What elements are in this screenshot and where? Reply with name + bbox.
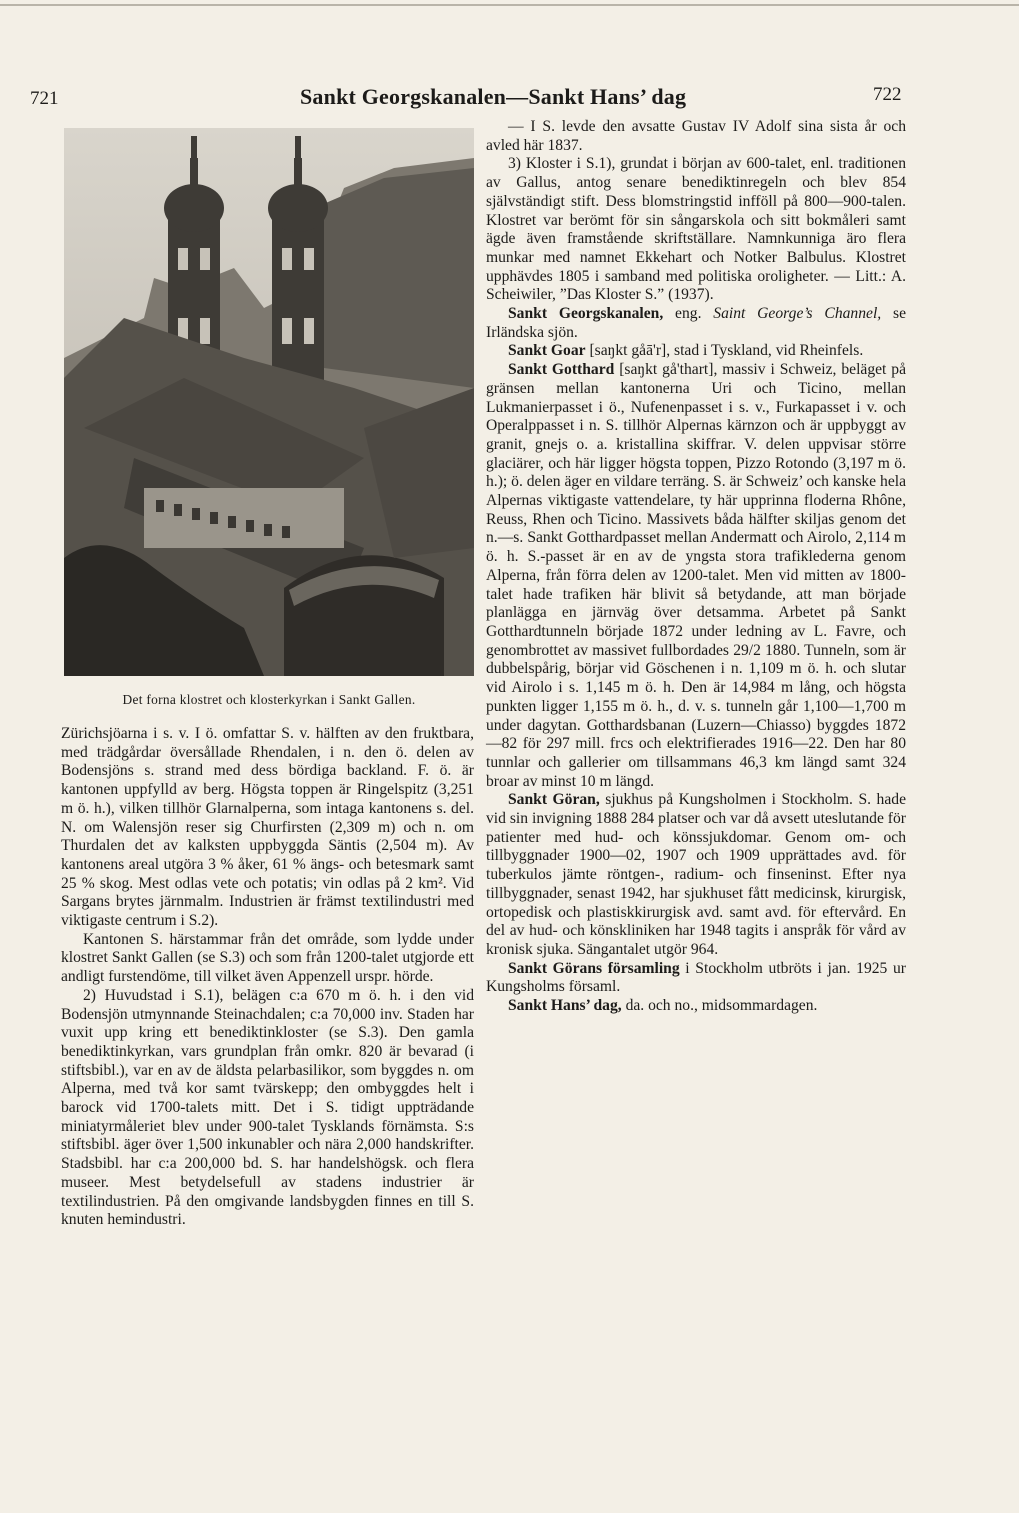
top-rule bbox=[0, 4, 1019, 6]
entry-text: [saŋkt gå'thart], massiv i Schweiz, beläget på gränsen mellan kantonerna Uri och Ticino, mellan Lukmanierpasset i ö., Nufenenpasset i s. v., Furkapasset i v. och Operalppasset i n. S. tillhör Alpernas kärnzon och är uppbyggt av granit, gnejs o. a. kristallina skiffrar. V. delen uppvisar större glaciärer, och här ligger högsta toppen, Pizzo Rotondo (3,197 m ö. h.); ö. delen äger en vildare terräng. S. är Schweiz’ och kanske hela Alpernas viktigaste vattendelare, ty här upprinna floderna Rhône, Reuss, Rhen och Ticino. Massivets båda hälfter skiljas genom det n.—s. Sankt Gotthardpasset mellan Andermatt och Airolo, 2,114 m ö. h. S.-passet är en av de yngsta stora trafiklederna genom Alperna, från förra delen av 1200-talet. Men vid mitten av 1800-talet hade trafiken här blivit så betydande, att man började planlägga en järnväg över detsamma. Arbetet på Sankt Gotthardtunneln började 1872 under ledning av L. Favre, och genombrottet av massivet fullbordades 29/2 1880. Tunneln, som är dubbelspårig, börjar vid Göschenen i n. 1,109 m ö. h. och slutar vid Airolo i s. 1,145 m ö. h. Den är 14,984 m lång, och högsta punkten ligger 1,155 m ö. h., d. v. s. tunneln går 1,100—1,700 m under dagytan. Gotthardsbanan (Luzern—Chiasso) byggdes 1872—82 för 297 mill. frcs och elektrifierades 1916—22. Den har 80 tunnlar och gallerier om tillsammans 46,3 km längd samt 324 broar av minst 10 m längd. bbox=[486, 361, 907, 790]
paragraph: Zürichsjöarna i s. v. I ö. omfattar S. v. hälften av den fruktbara, med trädgårdar översållade Rhendalen, i n. den ö. delen av Bodensjöns s. strand med dess bördiga backland. F. ö. är kantonen uppfylld av berg. Högsta toppen är Ringelspitz (3,251 m ö. h.), vilken tillhör Glarnalperna, som intaga kantonens s. del. N. om Walensjön reser sig Churfirsten (2,309 m) och n. om Thurdalen det av kalksten uppbyggda Säntis (2,504 m). Av kantonens areal utgöra 3 % åker, 61 % ängs- och betesmark samt 25 % skog. Mest odlas vete och potatis; vin odlas på 2 km². Vid Sargans brytes järnmalm. Industrien är främst textilindustri med viktigaste centrum i S.2). bbox=[61, 725, 474, 930]
page-number-left: 721 bbox=[30, 88, 59, 109]
entry-sankt-georgskanalen bbox=[486, 305, 906, 342]
monastery-photograph bbox=[64, 128, 474, 676]
paragraph bbox=[486, 118, 906, 155]
entry-headword: Sankt Gotthard bbox=[508, 361, 615, 379]
right-column bbox=[486, 118, 906, 1016]
entry-headword: Sankt Georgskanalen, bbox=[508, 305, 664, 323]
paragraph bbox=[486, 155, 906, 305]
page-header bbox=[0, 78, 1019, 118]
entry-sankt-goran bbox=[486, 791, 906, 959]
entry-headword: Sankt Göran, bbox=[508, 791, 600, 809]
entry-sankt-gorans-forsamling bbox=[486, 960, 906, 997]
page-number-right: 722 bbox=[873, 84, 902, 105]
paragraph-text: — I S. levde den avsatte Gustav IV Adolf sina sista år och avled här 1837. bbox=[486, 118, 906, 154]
left-column bbox=[61, 725, 474, 1230]
entry-italic: Saint George’s Channel, bbox=[713, 305, 882, 323]
entry-headword: Sankt Hans’ dag, bbox=[508, 997, 622, 1015]
entry-text: [saŋkt gåā'r], stad i Tyskland, vid Rheinfels. bbox=[585, 342, 864, 360]
entry-tail: se Irländska sjön. bbox=[486, 305, 907, 341]
entry-text: da. och no., midsommardagen. bbox=[621, 997, 818, 1015]
entry-headword: Sankt Goar bbox=[508, 342, 586, 360]
figure-caption: Det forna klostret och klosterkyrkan i Sankt Gallen. bbox=[122, 692, 416, 707]
entry-headword: Sankt Görans församling bbox=[508, 959, 680, 977]
paragraph: Kantonen S. härstammar från det område, som lydde under klostret Sankt Gallen (se S.3) och som från 1200-talet utgjorde ett andligt furstendöme, till vilket även Appenzell urspr. hörde. bbox=[61, 930, 474, 986]
running-head: Sankt Georgskanalen—Sankt Hans’ dag bbox=[300, 84, 687, 109]
entry-text: eng. bbox=[663, 305, 714, 323]
entry-sankt-hans-dag bbox=[486, 997, 906, 1016]
entry-text: i Stockholm utbröts i jan. 1925 ur Kungsholms församl. bbox=[486, 959, 906, 996]
entry-sankt-goar bbox=[486, 342, 906, 361]
paragraph-text: 3) Kloster i S.1), grundat i början av 600-talet, enl. traditionen av Gallus, antog senare benediktinregeln och blev 854 självständigt stift. Dess blomstringstid infföll på 800—900-talen. Klostret var berömt för sin sångarskola och sitt bokmåleri samt ägde även framstående skriftställare. Namnkunniga äro flera munkar med namnet Ekkehart och Notker Balbulus. Klostret upphävdes 1805 i samband med politiska oroligheter. — Litt.: A. Scheiwiler, ”Das Kloster S.” (1937). bbox=[486, 155, 906, 304]
entry-sankt-gotthard bbox=[486, 361, 906, 791]
entry-text: sjukhus på Kungsholmen i Stockholm. S. hade vid sin invigning 1888 284 platser och var då avsett uteslutande för patienter med hud- och könssjukdomar. Genom om- och tillbyggnader 1900—02, 1907 och 1909 upprättades avd. för tuberkulos jämte röntgen-, radium- och finseninst. Efter nya tillbyggnader, senast 1942, har sjukhuset fått medicinsk, kirurgisk, ortopedisk och plastiskkirurgisk avd. samt avd. för eftervård. En del av hud- och könskliniken har 1948 tagits i anspråk för vård av kronisk sjuka. Sängantalet utgör 964. bbox=[486, 791, 906, 958]
paragraph: 2) Huvudstad i S.1), belägen c:a 670 m ö. h. i den vid Bodensjön utmynnande Steinachdalen; c:a 70,000 inv. Staden har vuxit upp kring ett benediktinkloster (se S.3). Den gamla benediktinkyrkan, vars grundplan från omkr. 820 är bevarad (i stiftsbibl.), var en av de äldsta pelarbasilikor, som byggdes n. om Alperna, med två kor samt tvärskepp; den ombyggdes helt i barock vid 1700-talets mitt. Det i S. tidigt uppträdande miniatyrmåleriet blev under 900-talet Tysklands förnämsta. S:s stiftsbibl. äger över 1,500 inkunabler och nära 2,000 handskrifter. Stadsbibl. har c:a 200,000 bd. S. har handelshögsk. och flera museer. Mest betydelsefull av stadens industrier är textilindustrien. På den omgivande landsbygden finnes en till S. knuten hemindustri. bbox=[61, 986, 474, 1229]
